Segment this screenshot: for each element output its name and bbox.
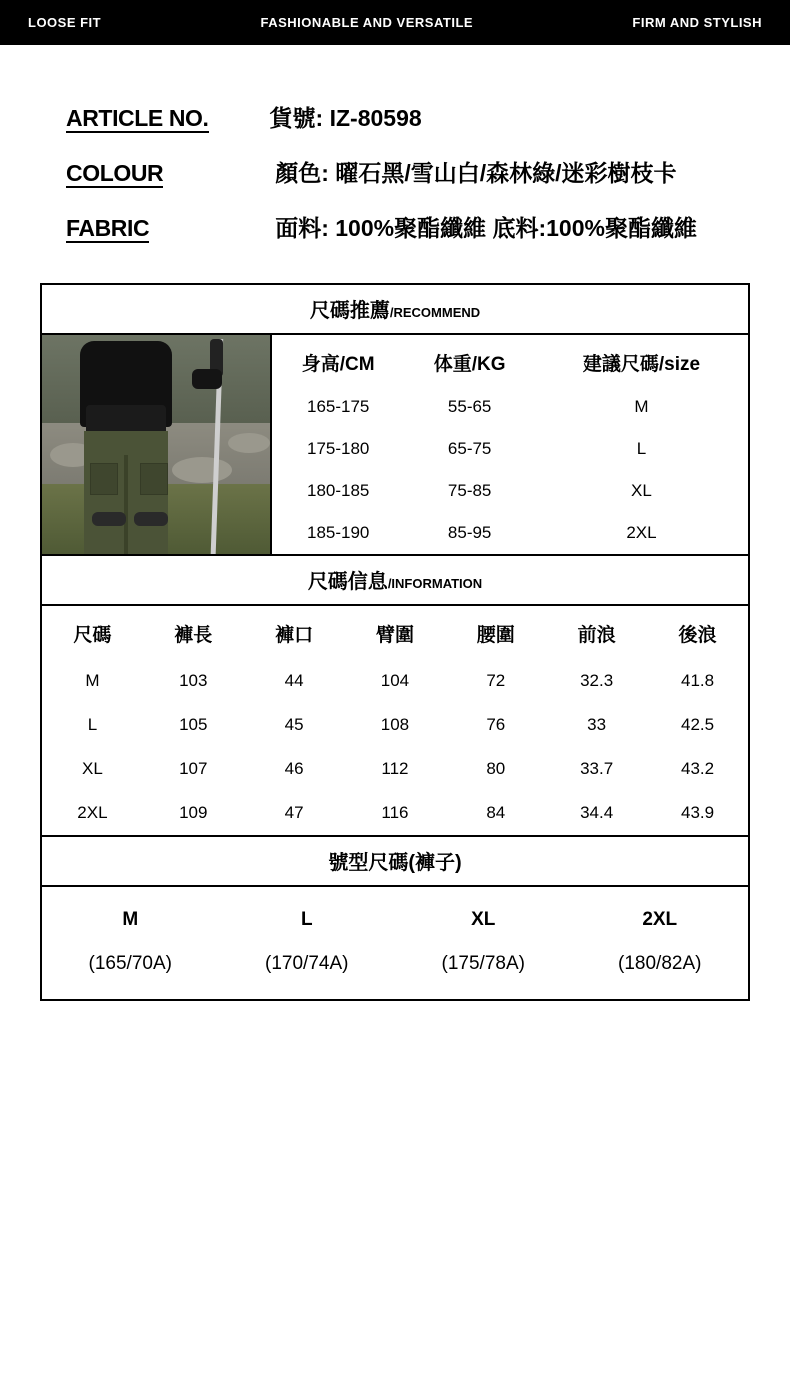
model-size-2xl: (180/82A) <box>618 953 702 975</box>
model-code-m: M <box>122 909 139 931</box>
recommend-section <box>42 335 748 556</box>
model-size-l: (170/74A) <box>265 953 349 975</box>
cell-backrise: 42.5 <box>680 715 715 735</box>
cell-height: 175-180 <box>307 439 370 459</box>
table-row <box>42 659 748 703</box>
information-title-en: /INFORMATION <box>387 576 483 592</box>
cell-backrise: 43.2 <box>680 759 715 779</box>
banner-text-center: FASHIONABLE AND VERSATILE <box>260 15 474 30</box>
photo-hand <box>192 369 222 389</box>
photo-scene <box>42 335 270 554</box>
product-spec-block <box>0 45 790 243</box>
cell-thigh: 108 <box>380 715 410 735</box>
cell-weight: 55-65 <box>447 397 492 417</box>
info-header-frontrise: 前浪 <box>577 625 616 647</box>
top-banner <box>0 0 790 45</box>
cell-size: M <box>634 397 649 417</box>
cell-waist: 72 <box>486 671 506 691</box>
cell-frontrise: 32.3 <box>580 671 614 691</box>
information-title <box>42 556 748 606</box>
cell-waist: 76 <box>486 715 506 735</box>
recommend-header-size: 建議尺碼/size <box>582 354 701 376</box>
cell-height: 180-185 <box>307 481 370 501</box>
model-photo <box>42 335 272 554</box>
cell-size: M <box>85 671 100 691</box>
table-row <box>272 470 748 512</box>
photo-pocket <box>90 463 118 495</box>
recommend-table <box>272 335 748 554</box>
spec-value-colour: 顏色: 曜石黑/雪山白/森林綠/迷彩樹枝卡 <box>275 160 677 187</box>
banner-text-left: LOOSE FIT <box>28 15 102 30</box>
cell-length: 103 <box>179 671 208 691</box>
info-header-size: 尺碼 <box>73 625 112 647</box>
spec-label-fabric: FABRIC <box>66 216 149 243</box>
spec-row-fabric <box>0 210 790 243</box>
table-row <box>42 945 748 999</box>
recommend-title-en: /RECOMMEND <box>389 305 481 321</box>
photo-pocket <box>140 463 168 495</box>
cell-size: XL <box>82 759 103 779</box>
table-row <box>272 428 748 470</box>
table-row <box>42 747 748 791</box>
cell-cuff: 45 <box>284 715 304 735</box>
cell-size: L <box>636 439 647 459</box>
cell-size: 2XL <box>626 523 657 543</box>
photo-pant-split <box>124 455 128 554</box>
cell-cuff: 44 <box>284 671 304 691</box>
information-table <box>42 606 748 837</box>
cell-thigh: 104 <box>380 671 410 691</box>
cell-frontrise: 33.7 <box>580 759 614 779</box>
recommend-header-height: 身高/CM <box>301 354 375 376</box>
spec-value-article: 貨號: IZ-80598 <box>269 105 422 131</box>
table-row <box>42 887 748 945</box>
cell-cuff: 46 <box>284 759 304 779</box>
model-code-xl: XL <box>471 909 496 931</box>
info-header-thigh: 臂圍 <box>375 625 414 647</box>
model-size-table <box>42 887 748 999</box>
model-size-title-text: 號型尺碼(褲子) <box>328 852 462 875</box>
table-row <box>272 386 748 428</box>
cell-height: 165-175 <box>307 397 370 417</box>
cell-size: XL <box>631 481 652 501</box>
cell-frontrise: 33 <box>587 715 607 735</box>
spec-value-fabric: 面料: 100%聚酯纖維 底料:100%聚酯纖維 <box>275 215 697 242</box>
cell-cuff: 47 <box>284 803 304 823</box>
cell-thigh: 112 <box>381 759 409 779</box>
cell-waist: 80 <box>486 759 506 779</box>
cell-weight: 75-85 <box>447 481 492 501</box>
spec-row-colour <box>0 155 790 188</box>
cell-size: L <box>87 715 98 735</box>
info-header-length: 褲長 <box>174 625 213 647</box>
banner-text-right: FIRM AND STYLISH <box>632 15 762 30</box>
model-code-2xl: 2XL <box>642 909 678 931</box>
cell-size: 2XL <box>77 803 108 823</box>
table-row <box>272 512 748 554</box>
recommend-header-weight: 体重/KG <box>433 354 506 376</box>
rock-shape <box>228 433 270 453</box>
info-header-cuff: 褲口 <box>275 625 314 647</box>
rock-shape <box>172 457 232 483</box>
cell-weight: 85-95 <box>447 523 492 543</box>
cell-height: 185-190 <box>307 523 370 543</box>
table-row <box>42 791 748 836</box>
cell-weight: 65-75 <box>447 439 492 459</box>
cell-backrise: 41.8 <box>680 671 715 691</box>
spec-label-colour: COLOUR <box>66 161 163 188</box>
cell-length: 105 <box>179 715 208 735</box>
table-header-row <box>272 335 748 386</box>
model-size-title <box>42 837 748 887</box>
table-header-row <box>42 606 748 659</box>
cell-length: 107 <box>179 759 208 779</box>
cell-length: 109 <box>179 803 208 823</box>
cell-waist: 84 <box>486 803 506 823</box>
cell-thigh: 116 <box>381 803 409 823</box>
info-header-waist: 腰圍 <box>476 625 515 647</box>
photo-shoe <box>134 512 168 526</box>
model-size-m: (165/70A) <box>88 953 172 975</box>
model-code-l: L <box>300 909 313 931</box>
cell-frontrise: 34.4 <box>580 803 614 823</box>
model-size-xl: (175/78A) <box>441 953 525 975</box>
photo-shoe <box>92 512 126 526</box>
spec-label-article: ARTICLE NO. <box>66 106 209 133</box>
info-header-backrise: 後浪 <box>678 625 717 647</box>
recommend-title-cn: 尺碼推薦 <box>309 300 390 323</box>
recommend-title <box>42 285 748 335</box>
table-row <box>42 703 748 747</box>
information-title-cn: 尺碼信息 <box>307 571 388 594</box>
spec-row-article <box>0 100 790 133</box>
cell-backrise: 43.9 <box>680 803 715 823</box>
size-tables <box>40 283 750 1001</box>
